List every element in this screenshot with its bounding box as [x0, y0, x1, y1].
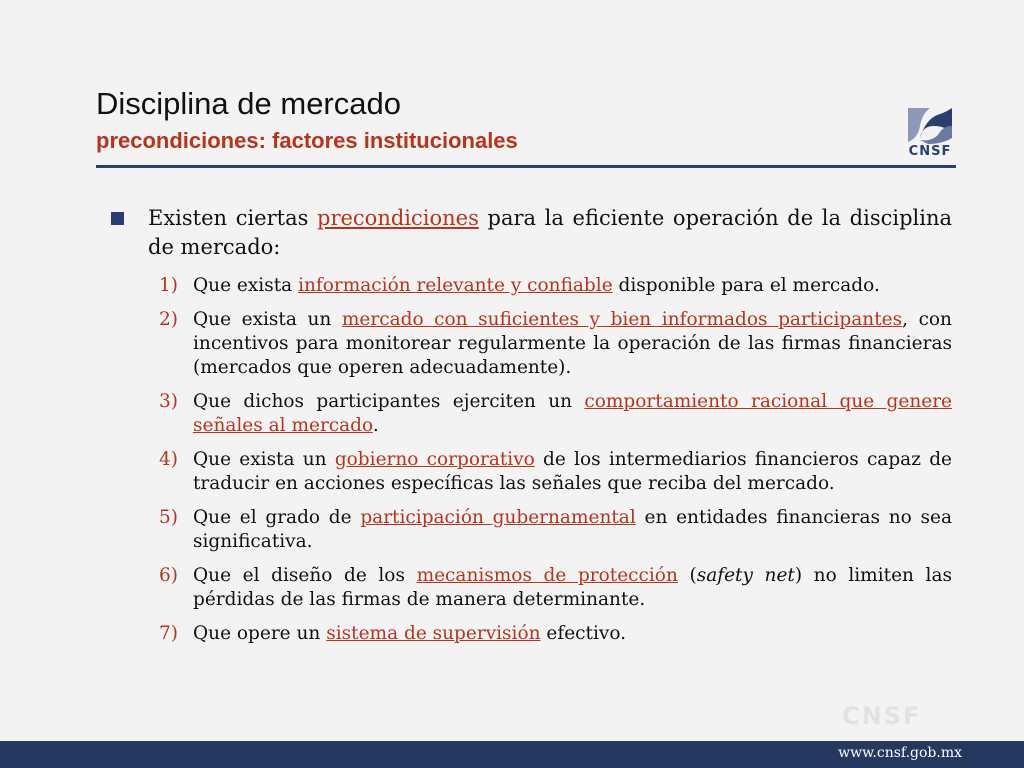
list-item: [159, 274, 952, 298]
item-text: Que opere un: [193, 623, 327, 644]
item-text: (: [677, 565, 697, 586]
item-highlight: información relevante y confiable: [298, 275, 613, 296]
list-item: [159, 506, 952, 554]
title-divider: [96, 165, 956, 168]
main-bullet: [108, 204, 952, 262]
cnsf-watermark: CNSF: [842, 702, 922, 730]
square-bullet-icon: [111, 212, 124, 225]
item-text: Que el diseño de los: [193, 565, 417, 586]
item-highlight: participación gubernamental: [360, 507, 636, 528]
item-number: 4): [159, 449, 178, 470]
item-text: disponible para el mercado.: [612, 275, 880, 296]
item-text: efectivo.: [540, 623, 627, 644]
item-highlight: sistema de supervisión: [326, 623, 541, 644]
item-text: Que el grado de: [193, 507, 361, 528]
item-text: Que exista un: [193, 309, 342, 330]
main-bullet-text-after: para la eficiente operación de la disciplina de mercado:: [148, 206, 952, 259]
item-highlight: comportamiento racional que genere señales al mercado: [193, 391, 952, 436]
item-text: en entidades financieras no sea significativa.: [193, 507, 953, 552]
item-number: 3): [159, 391, 178, 412]
cnsf-logo-text: CNSF: [908, 144, 952, 159]
list-item: [159, 390, 952, 438]
item-number: 1): [159, 275, 178, 296]
list-item: [159, 448, 952, 496]
slide-subtitle: precondiciones: factores institucionales: [96, 128, 518, 153]
item-text: Que exista un: [193, 449, 335, 470]
item-highlight: mecanismos de protección: [416, 565, 678, 586]
item-text: .: [372, 415, 379, 436]
item-text: ) no limiten las pérdidas de las firmas de manera determinante.: [193, 565, 952, 610]
main-bullet-text-before: Existen ciertas: [148, 206, 318, 230]
item-number: 7): [159, 623, 178, 644]
precondition-list: [108, 274, 952, 646]
item-text: Que exista: [193, 275, 299, 296]
slide-title: Disciplina de mercado: [96, 86, 401, 121]
footer-bar: [0, 741, 1024, 768]
item-highlight: mercado con suficientes y bien informados participantes: [341, 309, 903, 330]
item-text: , con incentivos para monitorear regularmente la operación de las firmas financieras (mercados que operen adecuadamente).: [193, 309, 952, 378]
item-highlight: gobierno corporativo: [334, 449, 535, 470]
footer-url: www.cnsf.gob.mx: [838, 745, 962, 761]
main-bullet-highlight: precondiciones: [317, 206, 479, 230]
item-text: Que dichos participantes ejerciten un: [193, 391, 585, 412]
item-number: 2): [159, 309, 178, 330]
slide-content: [108, 204, 952, 656]
list-item: [159, 622, 952, 646]
item-number: 5): [159, 507, 178, 528]
item-number: 6): [159, 565, 178, 586]
item-italic: safety net: [696, 565, 795, 586]
list-item: [159, 308, 952, 380]
list-item: [159, 564, 952, 612]
item-text: de los intermediarios financieros capaz de traducir en acciones específicas las señales que reciba del mercado.: [193, 449, 952, 494]
